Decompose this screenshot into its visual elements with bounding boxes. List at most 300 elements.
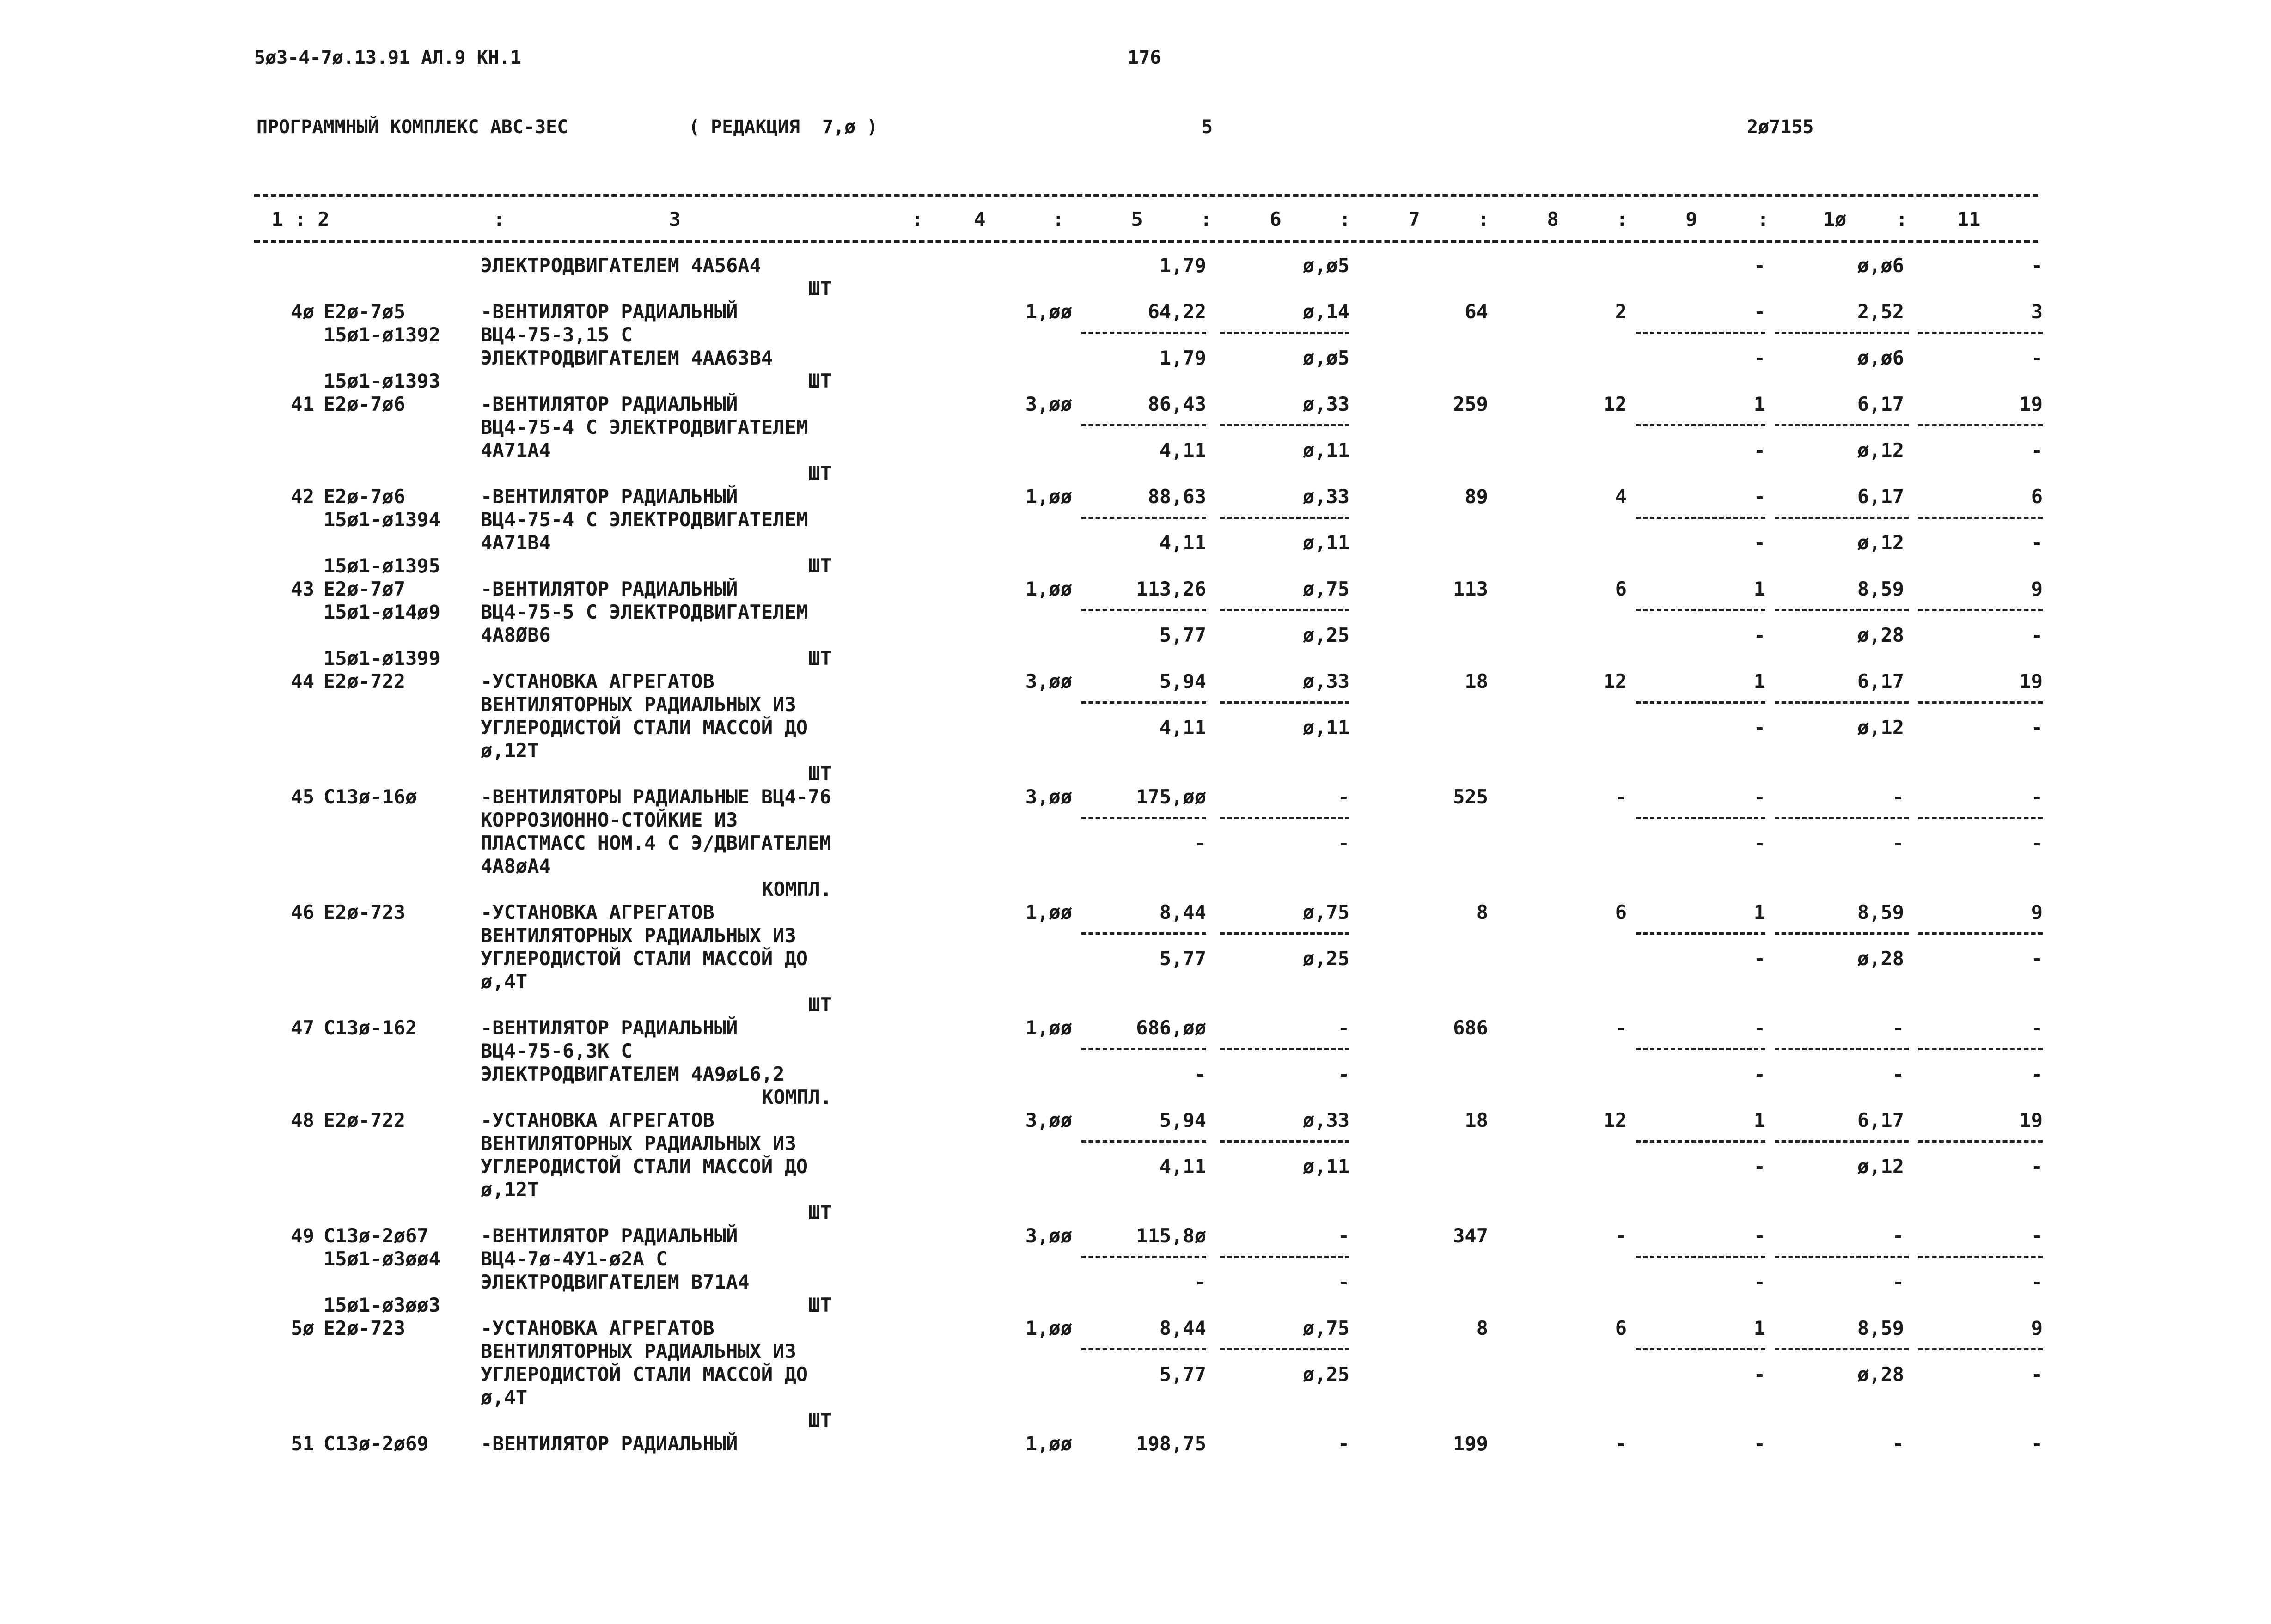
unit-label: ШТ (808, 1409, 832, 1432)
program-edition: ( РЕДАКЦИЯ 7,ø ) (689, 116, 878, 138)
cell-col-2: 15ø1-ø1394 (324, 508, 440, 531)
subtotal-rule (1636, 1256, 1765, 1258)
cell-col-5: 4,11 (1159, 1155, 1206, 1178)
cell-col-9: - (1753, 947, 1765, 970)
cell-col-7: 113 (1453, 578, 1488, 600)
cell-col-3: 4А8ØВ6 (481, 624, 551, 646)
column-number: 11 (1957, 208, 1981, 231)
cell-col-3: 4А71А4 (481, 439, 551, 462)
cell-col-2: Е2ø-723 (324, 1317, 406, 1339)
cell-col-2: 15ø1-ø3øø3 (324, 1294, 440, 1316)
cell-col-11: 19 (2019, 1109, 2043, 1131)
cell-col-3: ВЕНТИЛЯТОРНЫХ РАДИАЛЬНЫХ ИЗ (481, 1132, 796, 1155)
cell-col-11: 19 (2019, 393, 2043, 415)
cell-col-9: - (1753, 485, 1765, 508)
cell-col-3: ø,4Т (481, 1386, 528, 1409)
cell-col-10: 2,52 (1857, 300, 1904, 323)
subtotal-rule (1775, 701, 1909, 704)
cell-col-3: ЭЛЕКТРОДВИГАТЕЛЕМ В71А4 (481, 1271, 750, 1293)
cell-col-8: - (1615, 1016, 1627, 1039)
cell-col-7: 259 (1453, 393, 1488, 415)
subtotal-rule (1918, 701, 2043, 704)
cell-col-9: 1 (1753, 670, 1765, 693)
cell-col-11: - (2031, 716, 2043, 739)
subtotal-rule (1081, 424, 1206, 426)
cell-col-4: 1,øø (1025, 485, 1072, 508)
cell-col-9: - (1753, 716, 1765, 739)
cell-col-10: - (1892, 785, 1904, 808)
cell-col-8: 6 (1615, 901, 1627, 924)
column-number: 4 (974, 208, 986, 231)
cell-col-3: 4А8øА4 (481, 855, 551, 877)
subtotal-rule (1220, 517, 1349, 519)
cell-col-2: С13ø-16ø (324, 785, 417, 808)
subtotal-rule (1636, 817, 1765, 819)
cell-col-3: -УСТАНОВКА АГРЕГАТОВ (481, 670, 714, 693)
cell-col-11: - (2031, 1271, 2043, 1293)
subtotal-rule (1918, 1140, 2043, 1143)
cell-col-6: ø,11 (1302, 1155, 1349, 1178)
subtotal-rule (1220, 332, 1349, 334)
cell-col-3: -УСТАНОВКА АГРЕГАТОВ (481, 1317, 714, 1339)
cell-col-4: 1,øø (1025, 1016, 1072, 1039)
subtotal-rule (1775, 1256, 1909, 1258)
cell-col-5: 4,11 (1159, 439, 1206, 462)
cell-col-9: - (1753, 1063, 1765, 1085)
cell-col-9: - (1753, 1432, 1765, 1455)
subtotal-rule (1081, 1140, 1206, 1143)
cell-col-1: 48 (291, 1109, 314, 1131)
cell-col-10: ø,12 (1857, 531, 1904, 554)
subtotal-rule (1775, 517, 1909, 519)
cell-col-9: 1 (1753, 901, 1765, 924)
subtotal-rule (1081, 332, 1206, 334)
cell-col-7: 347 (1453, 1224, 1488, 1247)
cell-col-9: - (1753, 1271, 1765, 1293)
cell-col-5: 5,94 (1159, 670, 1206, 693)
cell-col-11: - (2031, 832, 2043, 854)
cell-col-10: 6,17 (1857, 393, 1904, 415)
column-separator: : (1200, 208, 1212, 231)
cell-col-5: 64,22 (1148, 300, 1206, 323)
subtotal-rule (1081, 817, 1206, 819)
subtotal-rule (1775, 424, 1909, 426)
cell-col-5: 8,44 (1159, 901, 1206, 924)
cell-col-6: ø,75 (1302, 578, 1349, 600)
cell-col-2: 15ø1-ø1395 (324, 554, 440, 577)
document-number: 2ø7155 (1747, 116, 1814, 138)
subtotal-rule (1636, 1140, 1765, 1143)
cell-col-3: -ВЕНТИЛЯТОР РАДИАЛЬНЫЙ (481, 300, 738, 323)
cell-col-9: - (1753, 1155, 1765, 1178)
cell-col-5: 88,63 (1148, 485, 1206, 508)
cell-col-11: - (2031, 1155, 2043, 1178)
cell-col-6: ø,75 (1302, 1317, 1349, 1339)
subtotal-rule (1636, 609, 1765, 611)
cell-col-5: 115,8ø (1136, 1224, 1206, 1247)
cell-col-2: Е2ø-7ø5 (324, 300, 406, 323)
subtotal-rule (1918, 817, 2043, 819)
cell-col-3: -УСТАНОВКА АГРЕГАТОВ (481, 1109, 714, 1131)
unit-label: ШТ (808, 762, 832, 785)
cell-col-9: - (1753, 300, 1765, 323)
cell-col-6: ø,25 (1302, 1363, 1349, 1386)
cell-col-5: 1,79 (1159, 254, 1206, 277)
cell-col-11: 9 (2031, 578, 2043, 600)
cell-col-6: - (1337, 1063, 1349, 1085)
subtotal-rule (1775, 332, 1909, 334)
document-code: 5ø3-4-7ø.13.91 АЛ.9 КН.1 (254, 47, 521, 68)
subtotal-rule (1636, 1048, 1765, 1050)
unit-label: ШТ (808, 1201, 832, 1224)
subtotal-rule (1636, 332, 1765, 334)
cell-col-2: С13ø-2ø67 (324, 1224, 429, 1247)
cell-col-9: 1 (1753, 578, 1765, 600)
cell-col-11: - (2031, 1363, 2043, 1386)
cell-col-10: ø,12 (1857, 1155, 1904, 1178)
cell-col-2: 15ø1-ø14ø9 (324, 601, 440, 623)
column-separator: : (1477, 208, 1490, 231)
subtotal-rule (1918, 1256, 2043, 1258)
cell-col-4: 1,øø (1025, 901, 1072, 924)
cell-col-2: Е2ø-7ø7 (324, 578, 406, 600)
cell-col-3: ВЦ4-75-4 С ЭЛЕКТРОДВИГАТЕЛЕМ (481, 508, 808, 531)
subtotal-rule (1220, 932, 1349, 935)
cell-col-2: 15ø1-ø1399 (324, 647, 440, 669)
cell-col-6: ø,11 (1302, 439, 1349, 462)
cell-col-1: 51 (291, 1432, 314, 1455)
cell-col-5: 198,75 (1136, 1432, 1206, 1455)
cell-col-11: - (2031, 254, 2043, 277)
unit-label: КОМПЛ. (762, 1086, 832, 1108)
cell-col-9: - (1753, 1363, 1765, 1386)
subtotal-rule (1081, 701, 1206, 704)
cell-col-11: - (2031, 1432, 2043, 1455)
subtotal-rule (1636, 517, 1765, 519)
subtotal-rule (1220, 1140, 1349, 1143)
cell-col-10: - (1892, 1063, 1904, 1085)
cell-col-10: 8,59 (1857, 901, 1904, 924)
cell-col-4: 1,øø (1025, 578, 1072, 600)
cell-col-3: ø,12Т (481, 739, 539, 762)
cell-col-6: - (1337, 1432, 1349, 1455)
cell-col-5: - (1194, 1271, 1206, 1293)
cell-col-2: Е2ø-7ø6 (324, 485, 406, 508)
subtotal-rule (1775, 817, 1909, 819)
cell-col-3: УГЛЕРОДИСТОЙ СТАЛИ МАССОЙ ДО (481, 947, 808, 970)
cell-col-1: 46 (291, 901, 314, 924)
cell-col-3: -ВЕНТИЛЯТОР РАДИАЛЬНЫЙ (481, 393, 738, 415)
subtotal-rule (1081, 609, 1206, 611)
cell-col-7: 18 (1465, 670, 1488, 693)
cell-col-2: Е2ø-7ø6 (324, 393, 406, 415)
cell-col-6: ø,14 (1302, 300, 1349, 323)
column-number: 9 (1685, 208, 1697, 231)
cell-col-3: 4А71В4 (481, 531, 551, 554)
cell-col-10: ø,28 (1857, 624, 1904, 646)
cell-col-6: - (1337, 832, 1349, 854)
cell-col-3: ВЕНТИЛЯТОРНЫХ РАДИАЛЬНЫХ ИЗ (481, 693, 796, 716)
subtotal-rule (1220, 817, 1349, 819)
cell-col-11: 9 (2031, 901, 2043, 924)
cell-col-10: 6,17 (1857, 670, 1904, 693)
cell-col-3: УГЛЕРОДИСТОЙ СТАЛИ МАССОЙ ДО (481, 716, 808, 739)
cell-col-11: - (2031, 439, 2043, 462)
cell-col-11: - (2031, 785, 2043, 808)
cell-col-10: 8,59 (1857, 578, 1904, 600)
cell-col-5: 8,44 (1159, 1317, 1206, 1339)
subtotal-rule (1220, 609, 1349, 611)
cell-col-1: 4ø (291, 300, 314, 323)
unit-label: ШТ (808, 1294, 832, 1316)
cell-col-5: 5,77 (1159, 1363, 1206, 1386)
cell-col-3: ВЦ4-75-4 С ЭЛЕКТРОДВИГАТЕЛЕМ (481, 416, 808, 438)
cell-col-3: ВЕНТИЛЯТОРНЫХ РАДИАЛЬНЫХ ИЗ (481, 1340, 796, 1362)
cell-col-10: ø,28 (1857, 947, 1904, 970)
subtotal-rule (1081, 517, 1206, 519)
cell-col-10: ø,ø6 (1857, 347, 1904, 369)
cell-col-5: 4,11 (1159, 531, 1206, 554)
cell-col-11: - (2031, 347, 2043, 369)
cell-col-5: 4,11 (1159, 716, 1206, 739)
cell-col-3: УГЛЕРОДИСТОЙ СТАЛИ МАССОЙ ДО (481, 1363, 808, 1386)
cell-col-3: -ВЕНТИЛЯТОР РАДИАЛЬНЫЙ (481, 1224, 738, 1247)
subtotal-rule (1775, 932, 1909, 935)
subtotal-rule (1918, 932, 2043, 935)
cell-col-3: ВЦ4-75-6,3К С (481, 1040, 633, 1062)
cell-col-9: - (1753, 254, 1765, 277)
cell-col-3: ВЦ4-75-3,15 С (481, 323, 633, 346)
cell-col-1: 49 (291, 1224, 314, 1247)
cell-col-3: ЭЛЕКТРОДВИГАТЕЛЕМ 4АА63В4 (481, 347, 773, 369)
cell-col-10: - (1892, 1016, 1904, 1039)
cell-col-5: 1,79 (1159, 347, 1206, 369)
cell-col-6: ø,33 (1302, 1109, 1349, 1131)
cell-col-10: ø,ø6 (1857, 254, 1904, 277)
cell-col-7: 18 (1465, 1109, 1488, 1131)
cell-col-8: 6 (1615, 578, 1627, 600)
program-title: ПРОГРАММНЫЙ КОМПЛЕКС АВС-3ЕС (256, 116, 568, 138)
cell-col-3: УГЛЕРОДИСТОЙ СТАЛИ МАССОЙ ДО (481, 1155, 808, 1178)
cell-col-2: 15ø1-ø3øø4 (324, 1247, 440, 1270)
cell-col-5: 5,94 (1159, 1109, 1206, 1131)
cell-col-10: ø,12 (1857, 716, 1904, 739)
subtotal-rule (1220, 1048, 1349, 1050)
subtotal-rule (1775, 609, 1909, 611)
subtotal-rule (1636, 1348, 1765, 1350)
column-separator: : (1339, 208, 1351, 231)
cell-col-2: С13ø-2ø69 (324, 1432, 429, 1455)
cell-col-6: ø,11 (1302, 531, 1349, 554)
subtotal-rule (1220, 424, 1349, 426)
cell-col-4: 3,øø (1025, 1224, 1072, 1247)
cell-col-6: ø,25 (1302, 947, 1349, 970)
cell-col-6: - (1337, 1271, 1349, 1293)
cell-col-6: ø,25 (1302, 624, 1349, 646)
subtotal-rule (1220, 1348, 1349, 1350)
cell-col-4: 3,øø (1025, 1109, 1072, 1131)
cell-col-11: - (2031, 947, 2043, 970)
subtotal-rule (1081, 1048, 1206, 1050)
subtotal-rule (1918, 1348, 2043, 1350)
cell-col-3: ВЕНТИЛЯТОРНЫХ РАДИАЛЬНЫХ ИЗ (481, 924, 796, 947)
cell-col-9: 1 (1753, 1317, 1765, 1339)
cell-col-10: - (1892, 1271, 1904, 1293)
cell-col-6: ø,11 (1302, 716, 1349, 739)
cell-col-10: ø,12 (1857, 439, 1904, 462)
cell-col-4: 3,øø (1025, 670, 1072, 693)
cell-col-2: 15ø1-ø1393 (324, 370, 440, 392)
section-number: 5 (1202, 116, 1213, 138)
cell-col-5: 175,øø (1136, 785, 1206, 808)
cell-col-10: 8,59 (1857, 1317, 1904, 1339)
cell-col-11: - (2031, 1063, 2043, 1085)
cell-col-9: - (1753, 439, 1765, 462)
cell-col-1: 43 (291, 578, 314, 600)
column-number: 5 (1131, 208, 1143, 231)
cell-col-9: - (1753, 347, 1765, 369)
cell-col-6: - (1337, 785, 1349, 808)
cell-col-4: 1,øø (1025, 300, 1072, 323)
cell-col-3: -ВЕНТИЛЯТОР РАДИАЛЬНЫЙ (481, 485, 738, 508)
column-separator: : (911, 208, 923, 231)
cell-col-6: ø,75 (1302, 901, 1349, 924)
cell-col-11: 3 (2031, 300, 2043, 323)
cell-col-8: 6 (1615, 1317, 1627, 1339)
unit-label: ШТ (808, 277, 832, 300)
unit-label: КОМПЛ. (762, 878, 832, 900)
cell-col-7: 525 (1453, 785, 1488, 808)
column-separator: : (1052, 208, 1064, 231)
subtotal-rule (1775, 1348, 1909, 1350)
cell-col-1: 47 (291, 1016, 314, 1039)
subtotal-rule (1636, 701, 1765, 704)
cell-col-5: - (1194, 832, 1206, 854)
subtotal-rule (1775, 1048, 1909, 1050)
cell-col-3: -УСТАНОВКА АГРЕГАТОВ (481, 901, 714, 924)
cell-col-8: 12 (1603, 1109, 1627, 1131)
cell-col-8: - (1615, 1224, 1627, 1247)
cell-col-6: ø,ø5 (1302, 347, 1349, 369)
cell-col-9: 1 (1753, 1109, 1765, 1131)
column-number: 1ø (1823, 208, 1847, 231)
cell-col-10: 6,17 (1857, 485, 1904, 508)
subtotal-rule (1918, 332, 2043, 334)
cell-col-10: ø,28 (1857, 1363, 1904, 1386)
cell-col-8: 4 (1615, 485, 1627, 508)
subtotal-rule (1636, 932, 1765, 935)
cell-col-5: 5,77 (1159, 624, 1206, 646)
cell-col-1: 5ø (291, 1317, 314, 1339)
unit-label: ШТ (808, 370, 832, 392)
column-number: 1 (271, 208, 283, 231)
cell-col-7: 686 (1453, 1016, 1488, 1039)
cell-col-8: 12 (1603, 670, 1627, 693)
unit-label: ШТ (808, 554, 832, 577)
cell-col-9: - (1753, 1224, 1765, 1247)
subtotal-rule (1636, 424, 1765, 426)
cell-col-7: 8 (1476, 1317, 1488, 1339)
subtotal-rule (1775, 1140, 1909, 1143)
cell-col-4: 3,øø (1025, 785, 1072, 808)
cell-col-1: 45 (291, 785, 314, 808)
cell-col-2: 15ø1-ø1392 (324, 323, 440, 346)
cell-col-5: 113,26 (1136, 578, 1206, 600)
cell-col-9: - (1753, 785, 1765, 808)
subtotal-rule (1918, 1048, 2043, 1050)
subtotal-rule (1918, 424, 2043, 426)
cell-col-11: 6 (2031, 485, 2043, 508)
cell-col-11: - (2031, 1224, 2043, 1247)
cell-col-6: ø,ø5 (1302, 254, 1349, 277)
cell-col-10: 6,17 (1857, 1109, 1904, 1131)
cell-col-9: 1 (1753, 393, 1765, 415)
column-number: 7 (1408, 208, 1420, 231)
cell-col-1: 42 (291, 485, 314, 508)
cell-col-7: 8 (1476, 901, 1488, 924)
cell-col-9: - (1753, 832, 1765, 854)
cell-col-3: КОРРОЗИОННО-СТОЙКИЕ ИЗ (481, 809, 738, 831)
cell-col-9: - (1753, 624, 1765, 646)
subtotal-rule (1081, 1256, 1206, 1258)
cell-col-3: -ВЕНТИЛЯТОР РАДИАЛЬНЫЙ (481, 1432, 738, 1455)
cell-col-3: ЭЛЕКТРОДВИГАТЕЛЕМ 4А56А4 (481, 254, 761, 277)
cell-col-1: 41 (291, 393, 314, 415)
cell-col-8: 12 (1603, 393, 1627, 415)
cell-col-2: Е2ø-722 (324, 670, 406, 693)
cell-col-7: 64 (1465, 300, 1488, 323)
column-separator: : (1757, 208, 1769, 231)
page-number: 176 (1128, 47, 1161, 68)
cell-col-6: ø,33 (1302, 393, 1349, 415)
cell-col-3: ВЦ4-75-5 С ЭЛЕКТРОДВИГАТЕЛЕМ (481, 601, 808, 623)
cell-col-3: ЭЛЕКТРОДВИГАТЕЛЕМ 4А9øL6,2 (481, 1063, 785, 1085)
cell-col-10: - (1892, 1224, 1904, 1247)
cell-col-11: - (2031, 531, 2043, 554)
column-separator: : (1896, 208, 1908, 231)
cell-col-9: - (1753, 1016, 1765, 1039)
cell-col-4: 1,øø (1025, 1317, 1072, 1339)
column-separator: : (493, 208, 505, 231)
cell-col-11: 9 (2031, 1317, 2043, 1339)
cell-col-3: ø,12Т (481, 1178, 539, 1201)
cell-col-2: С13ø-162 (324, 1016, 417, 1039)
cell-col-2: Е2ø-722 (324, 1109, 406, 1131)
cell-col-3: -ВЕНТИЛЯТОРЫ РАДИАЛЬНЫЕ ВЦ4-76 (481, 785, 831, 808)
unit-label: ШТ (808, 647, 832, 669)
column-number: 2 (317, 208, 330, 231)
cell-col-6: ø,33 (1302, 670, 1349, 693)
cell-col-6: - (1337, 1224, 1349, 1247)
column-number: 8 (1547, 208, 1559, 231)
cell-col-11: - (2031, 1016, 2043, 1039)
cell-col-5: 86,43 (1148, 393, 1206, 415)
subtotal-rule (1220, 1256, 1349, 1258)
subtotal-rule (1081, 1348, 1206, 1350)
cell-col-9: - (1753, 531, 1765, 554)
cell-col-10: - (1892, 1432, 1904, 1455)
cell-col-7: 199 (1453, 1432, 1488, 1455)
column-separator: : (1616, 208, 1628, 231)
cell-col-8: - (1615, 1432, 1627, 1455)
column-number: 3 (669, 208, 681, 231)
cell-col-5: 686,øø (1136, 1016, 1206, 1039)
cell-col-6: - (1337, 1016, 1349, 1039)
cell-col-4: 1,øø (1025, 1432, 1072, 1455)
cell-col-6: ø,33 (1302, 485, 1349, 508)
cell-col-8: - (1615, 785, 1627, 808)
cell-col-10: - (1892, 832, 1904, 854)
